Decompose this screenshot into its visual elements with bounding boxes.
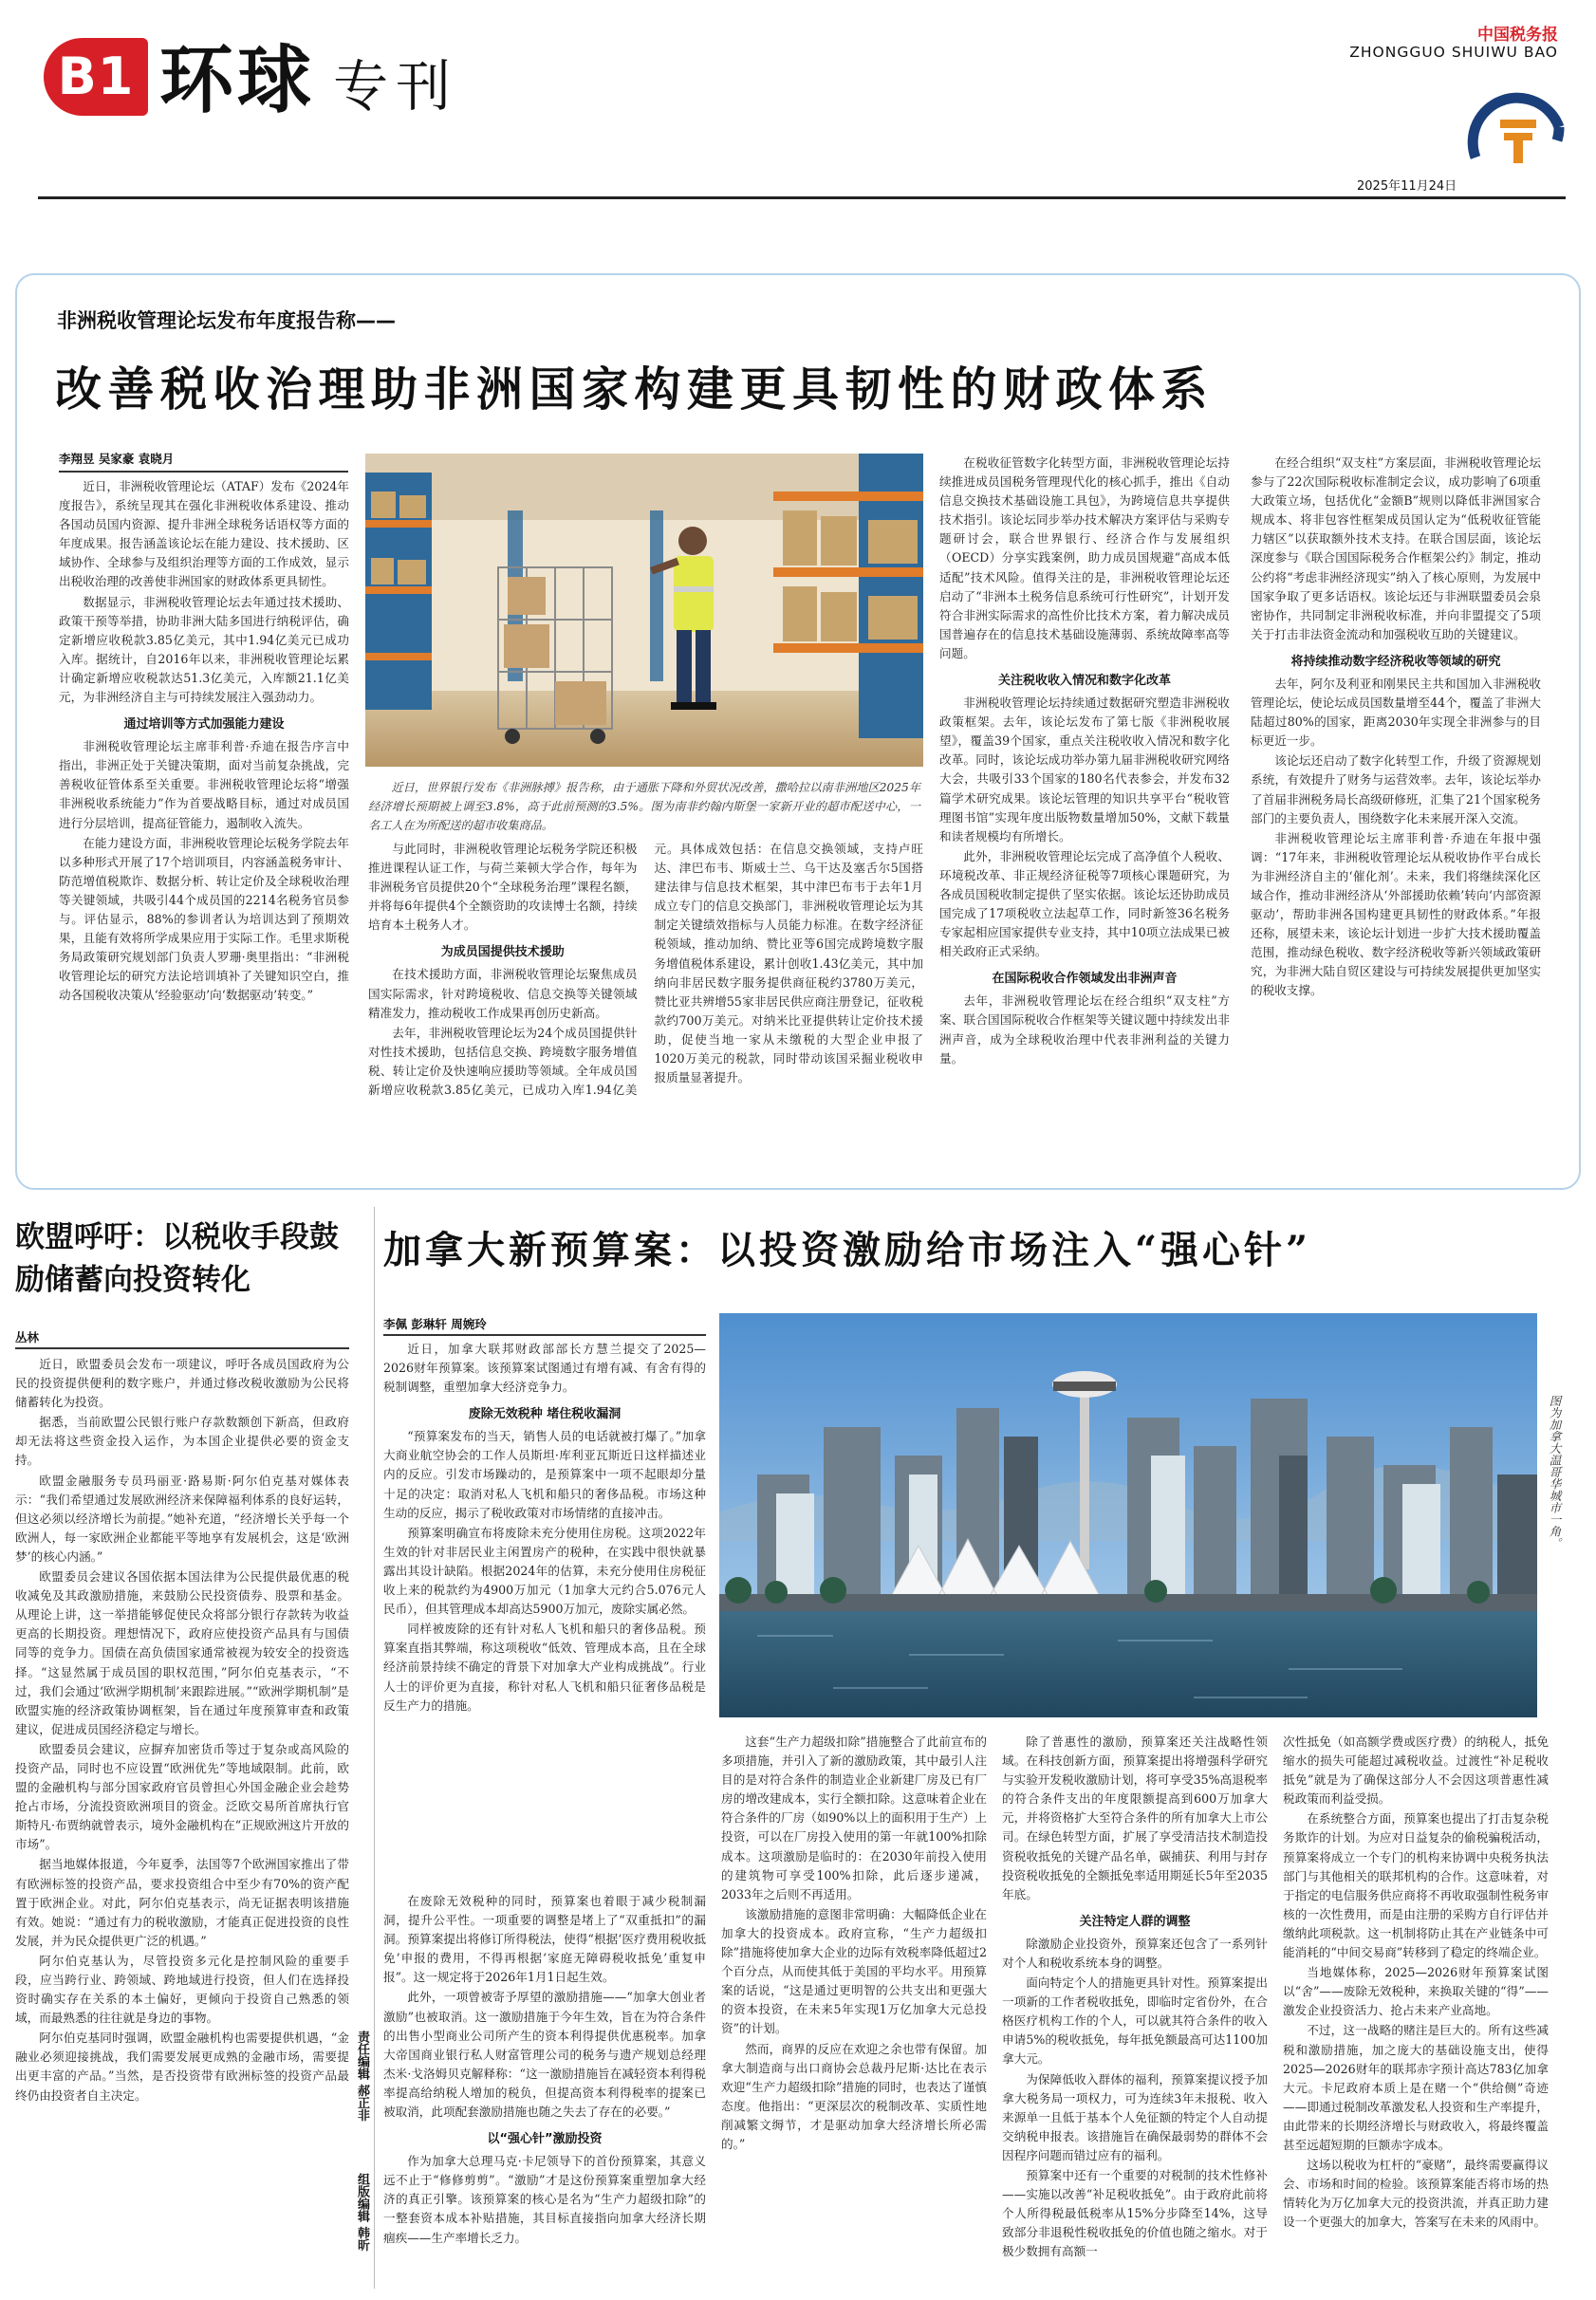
article3-author-rule xyxy=(383,1334,706,1336)
paragraph: 此外，非洲税收管理论坛完成了高净值个人税收、环境税改革、非正规经济征税等7项核心课题研究，为各成员国税收制定提供了坚实依据。该论坛还协助成员国完成了17项税收立法起草工作，同时新签36名税务专家起相应国家提供专业支持，其中10项立法成果已被相关政府正式采纳。 xyxy=(939,848,1230,959)
paragraph: 近日，非洲税收管理论坛（ATAF）发布《2024年度报告》，系统呈现其在强化非洲税收体系建设、推动各国动员国内资源、提升非洲全球税务话语权等方面的年度成果。报告涵盖该论坛在能力建设、技术援助、区域协作、全球参与及组织治理等方面的工作成效，显示出税收治理的改善使非洲国家的财政体系更具韧性。 xyxy=(59,479,349,589)
section-title-bold: 环球 xyxy=(159,38,316,123)
paragraph: 预算案明确宣布将废除未充分使用住房税。这项2022年生效的针对非居民业主闲置房产的税种，在实践中很快就暴露出其设计缺陷。根据2024年的估算，未充分使用住房税征收上来的税款约为4900万加元（1加拿大元约合5.076元人民币），但其管理成本却高达5900万加元，废除实属必然。 xyxy=(383,1525,706,1617)
section-title-light: 专刊 xyxy=(333,54,459,119)
subheading: 将持续推动数字经济税收等领域的研究 xyxy=(1290,654,1501,669)
paragraph: 次性抵免（如高额学费或医疗费）的纳税人，抵免缩水的损失可能超过减税收益。过渡性“补足税收抵免”就是为了确保这部分人不会因这项普惠性减税政策而利益受损。 xyxy=(1283,1734,1549,1807)
paper-name: 中国税务报 xyxy=(1477,26,1558,45)
warehouse-photo xyxy=(365,454,923,767)
vancouver-photo-caption: 图为加拿大温哥华城市一角。 xyxy=(1548,1395,1562,1549)
paper-pinyin: ZHONGGUO SHUIWU BAO xyxy=(1349,44,1558,61)
article1-author-rule xyxy=(59,471,348,473)
paragraph: 为保障低收入群体的福利，预算案提议授予加拿大税务局一项权力，可为连续3年未报税、收入来源单一且低于基本个人免征额的特定个人自动提交纳税申报表。该措施旨在确保最弱势的群体不会因程序问题而错过应有的福利。 xyxy=(1002,2071,1268,2162)
paragraph: 面向特定个人的措施更具针对性。预算案提出一项新的工作者税收抵免，即临时定省份外，在合格医疗机构工作的个人，可以就其符合条件的收入申请5%的税收抵免，每年抵免额最高可达1100加拿大元。 xyxy=(1002,1975,1268,2067)
paragraph: 此外，一项曾被寄予厚望的激励措施——“加拿大创业者激励”也被取消。这一激励措施于今年生效，旨在为符合条件的出售小型商业公司所产生的资本利得提供优惠税率。加拿大帝国商业银行私人财富管理公司的税务与遗产规划总经理杰米·戈洛姆贝克解释称：“这一激励措施旨在减轻资本利得税率提高给纳税人增加的税负，但提高资本利得税率的提案已被取消，此项配套激励措施也随之失去了存在的必要。” xyxy=(383,1990,706,2120)
subheading: 通过培训等方式加强能力建设 xyxy=(123,717,285,733)
paragraph: 去年，阿尔及利亚和刚果民主共和国加入非洲税收管理论坛，使论坛成员国数量增至44个，覆盖了非洲大陆超过80%的国家，距离2030年实现全非洲参与的目标更近一步。 xyxy=(1251,676,1541,749)
article1-col4 xyxy=(1251,454,1541,1171)
paragraph: 当地媒体称，2025—2026财年预算案试图以“舍”——废除无效税种，来换取关键的“得”——激发企业投资活力、抢占未来产业高地。 xyxy=(1283,1965,1549,2018)
paragraph: 在废除无效税种的同时，预算案也着眼于减少税制漏洞，提升公平性。一项重要的调整是堵上了“双重抵扣”的漏洞。预算案提出将修订所得税法，使得“根据‘医疗费用税收抵免’申报的费用，不得再根据‘家庭无障碍税收抵免’重复申报”。这一规定将于2026年1月1日起生效。 xyxy=(383,1894,706,1985)
subheading: 为成员国提供技术援助 xyxy=(440,945,565,960)
paragraph: 该论坛还启动了数字化转型工作，升级了资源规划系统，有效提升了财务与运营效率。去年，该论坛举办了首届非洲税务局长高级研修班，汇集了21个国家税务部门的主要负责人，围绕数字化未来展开深入交流。 xyxy=(1251,753,1541,825)
paragraph: 欧盟委员会建议，应摒弃加密货币等过于复杂或高风险的投资产品，同时也不应设置“欧洲优先”等地域限制。此前，欧盟的金融机构与部分国家政府官员曾担心外国金融企业会趁势抢占市场，分流投资欧洲项目的资金。泛欧交易所首席执行官斯特凡·布贾纳就曾表示，境外金融机构在“正规欧洲这片开放的市场”。 xyxy=(15,1741,349,1852)
article1-col2 xyxy=(368,840,923,1172)
article3-authors: 李佩 彭琳轩 周婉玲 xyxy=(383,1317,487,1331)
paragraph: 据当地媒体报道，今年夏季，法国等7个欧洲国家推出了带有欧洲标签的投资产品，要求投资组合中至少有70%的资产配置于欧洲企业。对此，阿尔伯克基表示，尚无证据表明该措施有效。她说：“通过有力的税收激励，才能真正促进投资的良性发展，并为民众提供更广泛的机遇。” xyxy=(15,1857,349,1948)
paragraph: 非洲税收管理论坛主席菲利普·乔迪在报告序言中指出，非洲正处于关键决策期，面对当前复杂挑战，完善税收征管体系至关重要。非洲税收管理论坛将“增强非洲税收系统能力”作为首要战略目标，通过对成员国进行分层培训，提高征管能力，遏制收入流失。 xyxy=(59,739,349,830)
paper-logo-icon xyxy=(1466,91,1568,167)
column-divider xyxy=(374,1207,375,2289)
paragraph: 然而，商界的反应在欢迎之余也带有保留。加拿大制造商与出口商协会总裁丹尼斯·达比在表示欢迎“生产力超级扣除”措施的同时，也表达了谨慎态度。他指出：“更深层次的税制改革、实质性地削减繁文缛节，才是驱动加拿大经济增长所必需的。” xyxy=(721,2041,987,2151)
paragraph: 同样被废除的还有针对私人飞机和船只的奢侈品税。预算案直指其弊端，称这项税收“低效、管理成本高，且在全球经济前景持续不确定的背景下对加拿大产业构成挑战”。行业人士的评价更为直接，称针对私人飞机和船只征奢侈品税是反生产力的措施。 xyxy=(383,1622,706,1713)
paragraph: 该激励措施的意图非常明确：大幅降低企业在加拿大的投资成本。政府宣称，“生产力超级扣除”措施将使加拿大企业的边际有效税率降低超过2个百分点，从而使其低于美国的平均水平。用预算案的话说，“这是通过更明智的公共支出和更强大的资本投资，在未来5年实现1万亿加拿大元总投资”的计划。 xyxy=(721,1906,987,2036)
section-badge xyxy=(44,38,148,116)
paragraph: 据悉，当前欧盟公民银行账户存款数额创下新高，但政府却无法将这些资金投入运作，为本国企业提供必要的资金支持。 xyxy=(15,1415,349,1468)
paragraph: 在经合组织“双支柱”方案层面，非洲税收管理论坛参与了22次国际税收标准制定会议，成功影响了6项重大政策立场，包括优化“金额B”规则以降低非洲国家合规成本、将非包容性框架成员国认定为“低税收征管能力辖区”以获取额外技术支持。在联合国层面，该论坛深度参与《联合国国际税务合作框架公约》制定，推动公约将“考虑非洲经济现实”纳入了核心原则，为发展中国家争取了更多话语权。该论坛还与非洲联盟委员会泉密协作，共同制定非洲税收标准，并向非盟提交了5项关于打击非法资金流动和加强税收互助的关键建议。 xyxy=(1251,455,1541,641)
paragraph: 非洲税收管理论坛主席菲利普·乔迪在年报中强调：“17年来，非洲税收管理论坛从税收协作平台成长为非洲经济自主的‘催化剂’。未来，我们将继续深化区域合作，推动非洲经济从‘外部援助依赖’转向‘内部资源驱动’，帮助非洲各国构建更具韧性的财政体系。”年报还称，展望未来，该论坛计划进一步扩大技术援助覆盖范围，推动绿色税收、数字经济税收等新兴领域政策研究，为非洲大陆自贸区建设与可持续发展提供更加坚实的税收支撑。 xyxy=(1251,830,1541,998)
article2-author-rule xyxy=(15,1347,349,1349)
paragraph: 这场以税收为杠杆的“豪赌”，最终需要赢得议会、市场和时间的检验。该预算案能否将市场的热情转化为万亿加拿大元的投资洪流，并真正助力建设一个更强大的加拿大，答案写在未来的风雨中。 xyxy=(1283,2158,1549,2230)
paragraph: 去年，非洲税收管理论坛在经合组织“双支柱”方案、联合国国际税收合作框架等关键议题中持续发出非洲声音，成为全球税收治理中代表非洲利益的关键力量。 xyxy=(939,993,1230,1066)
article2-body xyxy=(15,1355,349,2290)
subheading: 以“强心针”激励投资 xyxy=(487,2132,603,2147)
paragraph: 近日，加拿大联邦财政部部长方慧兰提交了2025—2026财年预算案。该预算案试图通过有增有减、有舍有得的税制调整，重塑加拿大经济竞争力。 xyxy=(383,1342,706,1395)
paragraph: 数据显示，非洲税收管理论坛去年通过技术援助、政策干预等举措，协助非洲大陆多国进行纳税评估，确定新增应收税款3.85亿美元，其中1.94亿美元已成功入库。据统计，自2016年以来，非洲税收管理论坛累计确定新增应收税款达51.3亿美元，入库额21.1亿美元，为非洲经济自主与可持续发展注入强劲动力。 xyxy=(59,594,349,705)
paragraph: 非洲税收管理论坛持续通过数据研究塑造非洲税收政策框架。去年，该论坛发布了第七版《非洲税收展望》，覆盖39个国家，重点关注税收收入情况和数字化改革。同时，该论坛成功举办第九届非洲税收研究网络大会，共吸引33个国家的180名代表参会，并发布32篇学术研究成果。该论坛管理的知识共享平台“税收管理图书馆”实现年度出版物数量增加50%，文献下载量和读者规模均有所增长。 xyxy=(939,696,1230,844)
paragraph: 在系统整合方面，预算案也提出了打击复杂税务欺诈的计划。为应对日益复杂的偷税骗税活动，预算案将成立一个专门的机构来协调中央税务执法部门与其他相关的联邦机构的合作。这意味着，对于指定的电信服务供应商将不再收取强制性税务审核的一次性费用，而是由注册的采购方自行评估并缴纳此项税款。这一机制将防止其在产业链条中可能消耗的“中间交易商”转移到了稳定的终端企业。 xyxy=(1283,1811,1549,1960)
subheading: 关注特定人群的调整 xyxy=(1079,1914,1191,1929)
article1-col1 xyxy=(59,477,349,1170)
paragraph: 近日，欧盟委员会发布一项建议，呼吁各成员国政府为公民的投资提供便利的数字账户，并通过修改税收激励为公民将储蓄转化为投资。 xyxy=(15,1357,349,1410)
paragraph: 在技术援助方面，非洲税收管理论坛聚焦成员国实际需求，针对跨境税收、信息交换等关键领域精准发力，推动税收工作成果再创历史新高。 xyxy=(368,967,638,1020)
paragraph: 除激励企业投资外，预算案还包含了一系列针对个人和税收系统本身的调整。 xyxy=(1002,1936,1268,1970)
paragraph: 作为加拿大总理马克·卡尼领导下的首份预算案，其意义远不止于“修修剪剪”。“激励”才是这份预算案重塑加拿大经济的真正引擎。该预算案的核心是名为“生产力超级扣除”的一整套资本成本补贴措施，其目标直接指向加拿大经济长期痼疾——生产率增长乏力。 xyxy=(383,2154,706,2245)
paragraph: 在能力建设方面，非洲税收管理论坛税务学院去年以多种形式开展了17个培训项目，内容涵盖税务审计、防范增值税欺诈、数据分析、转让定价及全球税收治理等关键领域，共吸引44个成员国的2214名税务官员参与。评估显示，88%的参训者认为培训达到了预期效果，且能有效将所学成果应用于实际工作。毛里求斯税务局政策研究规划部门负责人罗珊·奥里指出：“非洲税收管理论坛的研究方法论培训填补了关键知识空白，推动各国税收决策从‘经验驱动’向‘数据驱动’转变。” xyxy=(59,835,349,1003)
section-code: B1 xyxy=(57,46,135,106)
article2-headline: 欧盟呼吁：以税收手段鼓励储蓄向投资转化 xyxy=(15,1220,339,1297)
article1-col3 xyxy=(939,454,1230,1171)
paragraph: 欧盟委员会建议各国依据本国法律为公民提供最优惠的税收减免及其政激励措施，来鼓励公民投资债券、股票和基金。从理论上讲，这一举措能够促使民众将部分银行存款转为收益更高的长期投资。理想情况下，政府应使投资产品具有与国债同等的竞争力。国债在高负债国家通常被视为较安全的投资选择。“这显然属于成员国的职权范围，”阿尔伯克基表示，“不过，我们会通过‘欧洲学期机制’来跟踪进展。”“欧洲学期机制”是欧盟实施的经济政策协调框架，旨在通过年度预算审查和政策建议，促进成员国经济稳定与增长。 xyxy=(15,1569,349,1736)
article3-col-c xyxy=(1002,1733,1268,2289)
article3-col-b xyxy=(721,1733,987,2289)
issue-date: 2025年11月24日 xyxy=(1357,179,1457,194)
subheading: 废除无效税种 堵住税收漏洞 xyxy=(468,1407,622,1422)
vancouver-photo xyxy=(719,1313,1537,1717)
paragraph: 阿尔伯克基同时强调，欧盟金融机构也需要提供机遇，“金融业必须迎接挑战，我们需要发展更成熟的金融市场，需要提出更丰富的产品。”当然，是否投资带有欧洲标签的投资产品最终仍由投资者自主决定。 xyxy=(15,2031,349,2103)
paragraph: 阿尔伯克基认为，尽管投资多元化是控制风险的重要手段，应当跨行业、跨领域、跨地域进行投资，但人们在选择投资时确实存在关系的本土偏好，更倾向于投资自己熟悉的领域，而最熟悉的往往就是身边的事物。 xyxy=(15,1953,349,2026)
article1-headline: 改善税收治理助非洲国家构建更具韧性的财政体系 xyxy=(55,362,1215,417)
subheading: 关注税收收入情况和数字化改革 xyxy=(997,674,1171,689)
article2-author: 丛林 xyxy=(15,1330,40,1345)
paragraph: 这套“生产力超级扣除”措施整合了此前宣布的多项措施，并引入了新的激励政策，其中最引人注目的是对符合条件的制造业企业新建厂房及已有厂房的增改建成本，实行全额扣除。这意味着企业在符合条件的厂房（如90%以上的面积用于生产）上投资，可以在厂房投入使用的第一年就100%扣除成本。这项激励是临时的：在2030年前投入使用的建筑物可享受100%扣除，此后逐步递减，2033年之后则不再适用。 xyxy=(721,1734,987,1901)
paragraph: 与此同时，非洲税收管理论坛税务学院还积极推进课程认证工作，与荷兰莱顿大学合作，每年为非洲税务官员提供20个“全球税务治理”课程名额，并将每6年提供4个全额资助的攻读博士名额，持续培育本土税务人才。 xyxy=(368,842,638,933)
article1-authors: 李翔昱 吴家豪 袁晓月 xyxy=(59,452,175,466)
paragraph: “预算案发布的当天，销售人员的电话就被打爆了。”加拿大商业航空协会的工作人员斯坦·库利亚瓦斯近日这样描述业内的反应。引发市场躁动的，是预算案中一项不起眼却分量十足的决定：取消对私人飞机和船只的奢侈品税。市场这种生动的反应，揭示了税收政策对市场情绪的直接冲击。 xyxy=(383,1429,706,1520)
article3-headline: 加拿大新预算案：以投资激励给市场注入“强心针” xyxy=(383,1228,1312,1272)
article1-kicker: 非洲税收管理论坛发布年度报告称—— xyxy=(57,309,396,332)
masthead-rule xyxy=(38,196,1566,199)
paragraph: 在税收征管数字化转型方面，非洲税收管理论坛持续推进成员国税务管理现代化的核心抓手，推出《自动信息交换技术基础设施工具包》，为跨境信息共享提供技术指引。该论坛同步举办技术解决方案评估与采购专题研讨会，联合世界银行、经济合作与发展组织（OECD）分享实践案例，助力成员国规避“高成本低适配”技术风险。值得关注的是，非洲税收管理论坛还启动了“非洲本土税务信息系统可行性研究”，计划开发符合非洲实际需求的高性价比技术方案，着力解决成员国普遍存在的信息技术基础设施薄弱、系统故障率高等问题。 xyxy=(939,455,1230,660)
article3-lead-col xyxy=(383,1340,706,1892)
paragraph: 预算案中还有一个重要的对税制的技术性修补——实施以改善“补足税收抵免”。由于政府此前将个人所得税最低税率从15%分步降至14%，这导致部分非退税性税收抵免的价值也随之缩水。对于极少数拥有高额一 xyxy=(1002,2167,1268,2259)
warehouse-photo-caption: 近日，世界银行发布《非洲脉搏》报告称，由于通胀下降和外贸状况改善，撒哈拉以南非洲地区2025年经济增长预期被上调至3.8%，高于此前预测的3.5%。图为南非约翰内斯堡一家新开业的超市配送中心，一名工人在为所配送的超市收集商品。 xyxy=(368,781,920,832)
paragraph: 除了普惠性的激励，预算案还关注战略性领域。在科技创新方面，预算案提出将增强科学研究与实验开发税收激励计划，将可享受35%高退税率的符合条件支出的年度限额提高到600万加拿大元，并将资格扩大至符合条件的所有加拿大上市公司。在绿色转型方面，扩展了享受清洁技术制造投资税收抵免的关键产品名单，碳捕获、利用与封存投资税收抵免的全额抵免率适用期延长5年至2035年底。 xyxy=(1002,1734,1268,1901)
paragraph: 不过，这一战略的赌注是巨大的。所有这些减税和激励措施，加之庞大的基础设施支出，使得2025—2026财年的联邦赤字预计高达783亿加拿大元。卡尼政府本质上是在赌一个“供给侧”奇迹——即通过税制改革激发私人投资和生产率提升，由此带来的长期经济增长与财政收入，将最终覆盖甚至远超短期的巨额赤字成本。 xyxy=(1283,2023,1549,2152)
subheading: 在国际税收合作领域发出非洲声音 xyxy=(992,972,1178,987)
design-credit: 组版编辑 韩昕 xyxy=(355,2173,369,2252)
section-title xyxy=(159,38,458,123)
editor-credit: 责任编辑 郝正非 xyxy=(355,2031,369,2122)
article3-col-d xyxy=(1283,1733,1549,2289)
paragraph: 欧盟金融服务专员玛丽亚·路易斯·阿尔伯克基对媒体表示：“我们希望通过发展欧洲经济来保障福利体系的良好运转，但这必须以经济增长为前提。”她补充道，“经济增长关乎每一个欧洲人，每一家欧洲企业都能平等地享有发展机会，这是‘欧洲梦’的核心内涵。” xyxy=(15,1473,349,1564)
paragraph: 去年，非洲税收管理论坛为24个成员国提供针对性技术援助，包括信息交换、跨境数字服务增值税、转让定价及快速响应援助等领域。全年成员国新增应收税款3.85亿美元，已成功入库1.94亿美元。具体成效包括：在信息交换领域，支持卢旺达、津巴布韦、斯威士兰、乌干达及塞舌尔5国搭建法律与信息技术框架，其中津巴布韦于去年1月成立专门的信息交换部门，非洲税收管理论坛为其制定关键绩效指标与人员能力标准。在数字经济征税领域，推动加纳、赞比亚等6国完成跨境数字服务增值税体系建设，累计创收1.43亿美元，其中加纳向非居民数字服务提供商征税约3780万美元，赞比亚共辨增55家非居民供应商注册登记，征收税款约700万美元。对纳米比亚提供转让定价技术援助，促使当地一家从未缴税的大型企业申报了1020万美元的税款，同时带动该国采掘业税收申报质量显著提升。 xyxy=(368,842,923,1098)
article3-col-a xyxy=(383,1892,706,2289)
